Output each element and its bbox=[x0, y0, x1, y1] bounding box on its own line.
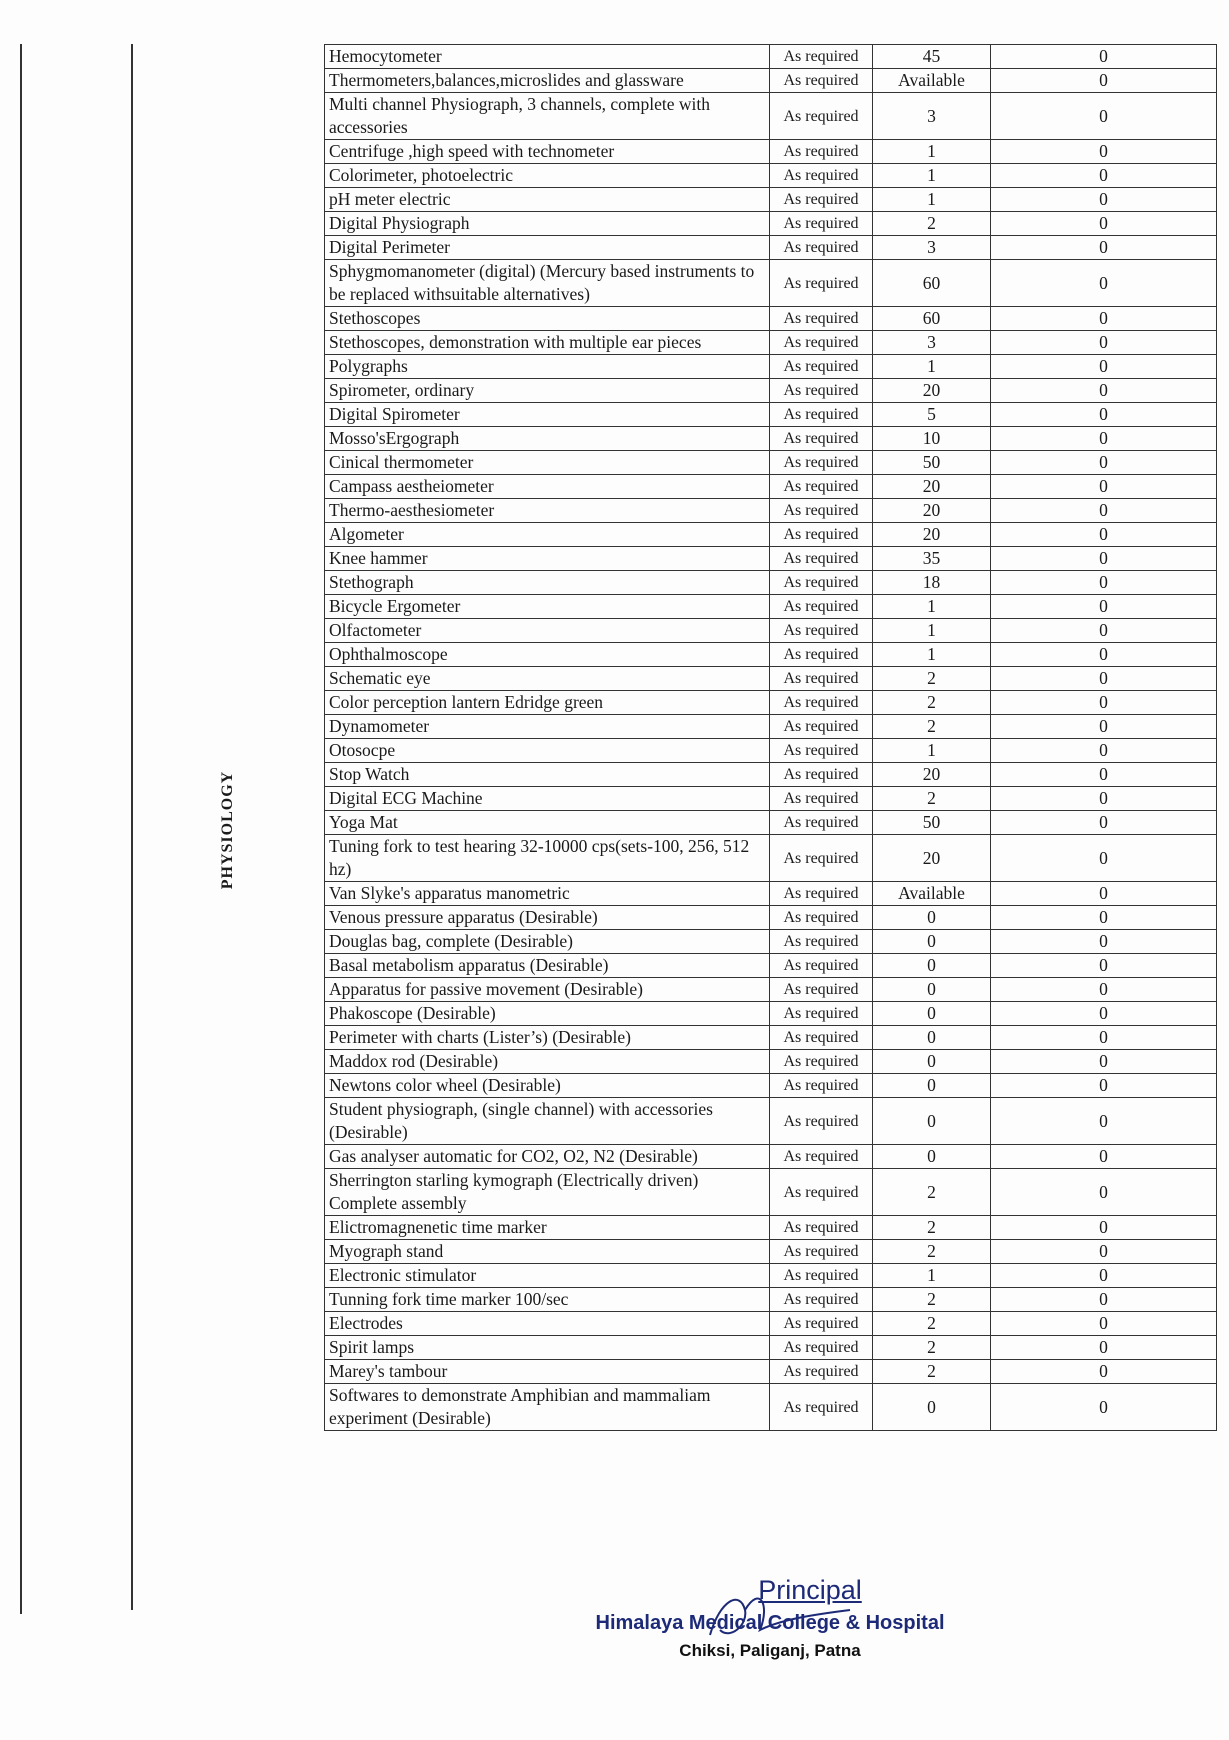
requirement-cell: As required bbox=[770, 691, 873, 715]
quantity-cell: 50 bbox=[873, 811, 991, 835]
equipment-table bbox=[324, 44, 1217, 1431]
requirement-cell: As required bbox=[770, 427, 873, 451]
table-row bbox=[325, 45, 1217, 69]
table-row bbox=[325, 1098, 1217, 1145]
equipment-name-cell: Yoga Mat bbox=[325, 811, 770, 835]
requirement-cell: As required bbox=[770, 547, 873, 571]
requirement-cell: As required bbox=[770, 403, 873, 427]
table-row bbox=[325, 1288, 1217, 1312]
table-row bbox=[325, 978, 1217, 1002]
requirement-cell: As required bbox=[770, 499, 873, 523]
requirement-cell: As required bbox=[770, 906, 873, 930]
equipment-name-cell: Newtons color wheel (Desirable) bbox=[325, 1074, 770, 1098]
requirement-cell: As required bbox=[770, 1216, 873, 1240]
available-count-cell: 0 bbox=[991, 667, 1217, 691]
equipment-name-cell: Knee hammer bbox=[325, 547, 770, 571]
table-row bbox=[325, 1384, 1217, 1431]
quantity-cell: 2 bbox=[873, 787, 991, 811]
requirement-cell: As required bbox=[770, 595, 873, 619]
available-count-cell: 0 bbox=[991, 1384, 1217, 1431]
requirement-cell: As required bbox=[770, 164, 873, 188]
available-count-cell: 0 bbox=[991, 1074, 1217, 1098]
quantity-cell: 2 bbox=[873, 667, 991, 691]
equipment-name-cell: Digital Spirometer bbox=[325, 403, 770, 427]
equipment-name-cell: Sphygmomanometer (digital) (Mercury based instruments to be replaced withsuitable alternatives) bbox=[325, 260, 770, 307]
available-count-cell: 0 bbox=[991, 403, 1217, 427]
equipment-name-cell: Algometer bbox=[325, 523, 770, 547]
table-row bbox=[325, 691, 1217, 715]
available-count-cell: 0 bbox=[991, 1026, 1217, 1050]
equipment-name-cell: Schematic eye bbox=[325, 667, 770, 691]
table-row bbox=[325, 1312, 1217, 1336]
requirement-cell: As required bbox=[770, 451, 873, 475]
table-row bbox=[325, 307, 1217, 331]
quantity-cell: 60 bbox=[873, 260, 991, 307]
requirement-cell: As required bbox=[770, 978, 873, 1002]
requirement-cell: As required bbox=[770, 1074, 873, 1098]
available-count-cell: 0 bbox=[991, 954, 1217, 978]
quantity-cell: 2 bbox=[873, 691, 991, 715]
signature-role: Principal bbox=[758, 1575, 862, 1605]
equipment-name-cell: Otosocpe bbox=[325, 739, 770, 763]
quantity-cell: 0 bbox=[873, 1002, 991, 1026]
requirement-cell: As required bbox=[770, 1312, 873, 1336]
requirement-cell: As required bbox=[770, 1145, 873, 1169]
table-row bbox=[325, 906, 1217, 930]
requirement-cell: As required bbox=[770, 45, 873, 69]
available-count-cell: 0 bbox=[991, 1216, 1217, 1240]
table-row bbox=[325, 403, 1217, 427]
quantity-cell: 1 bbox=[873, 619, 991, 643]
quantity-cell: 0 bbox=[873, 930, 991, 954]
quantity-cell: 1 bbox=[873, 739, 991, 763]
requirement-cell: As required bbox=[770, 140, 873, 164]
quantity-cell: 20 bbox=[873, 835, 991, 882]
table-row bbox=[325, 212, 1217, 236]
equipment-name-cell: Stop Watch bbox=[325, 763, 770, 787]
available-count-cell: 0 bbox=[991, 427, 1217, 451]
requirement-cell: As required bbox=[770, 1240, 873, 1264]
quantity-cell: 20 bbox=[873, 499, 991, 523]
table-row bbox=[325, 427, 1217, 451]
equipment-name-cell: Spirit lamps bbox=[325, 1336, 770, 1360]
equipment-name-cell: Basal metabolism apparatus (Desirable) bbox=[325, 954, 770, 978]
requirement-cell: As required bbox=[770, 1360, 873, 1384]
equipment-name-cell: Polygraphs bbox=[325, 355, 770, 379]
equipment-name-cell: Perimeter with charts (Lister’s) (Desirable) bbox=[325, 1026, 770, 1050]
available-count-cell: 0 bbox=[991, 140, 1217, 164]
available-count-cell: 0 bbox=[991, 45, 1217, 69]
available-count-cell: 0 bbox=[991, 1288, 1217, 1312]
equipment-name-cell: Electrodes bbox=[325, 1312, 770, 1336]
table-row bbox=[325, 140, 1217, 164]
requirement-cell: As required bbox=[770, 811, 873, 835]
signature-block bbox=[580, 1575, 960, 1661]
available-count-cell: 0 bbox=[991, 643, 1217, 667]
equipment-name-cell: Thermo-aesthesiometer bbox=[325, 499, 770, 523]
available-count-cell: 0 bbox=[991, 69, 1217, 93]
available-count-cell: 0 bbox=[991, 523, 1217, 547]
equipment-name-cell: Mosso'sErgograph bbox=[325, 427, 770, 451]
equipment-name-cell: Digital Perimeter bbox=[325, 236, 770, 260]
table-row bbox=[325, 188, 1217, 212]
available-count-cell: 0 bbox=[991, 811, 1217, 835]
available-count-cell: 0 bbox=[991, 307, 1217, 331]
available-count-cell: 0 bbox=[991, 906, 1217, 930]
equipment-name-cell: Phakoscope (Desirable) bbox=[325, 1002, 770, 1026]
available-count-cell: 0 bbox=[991, 715, 1217, 739]
equipment-name-cell: Marey's tambour bbox=[325, 1360, 770, 1384]
equipment-name-cell: Myograph stand bbox=[325, 1240, 770, 1264]
available-count-cell: 0 bbox=[991, 1264, 1217, 1288]
available-count-cell: 0 bbox=[991, 93, 1217, 140]
table-row bbox=[325, 164, 1217, 188]
available-count-cell: 0 bbox=[991, 1002, 1217, 1026]
equipment-name-cell: Cinical thermometer bbox=[325, 451, 770, 475]
equipment-name-cell: Maddox rod (Desirable) bbox=[325, 1050, 770, 1074]
available-count-cell: 0 bbox=[991, 1169, 1217, 1216]
requirement-cell: As required bbox=[770, 69, 873, 93]
requirement-cell: As required bbox=[770, 1336, 873, 1360]
quantity-cell: 1 bbox=[873, 1264, 991, 1288]
quantity-cell: 3 bbox=[873, 236, 991, 260]
requirement-cell: As required bbox=[770, 787, 873, 811]
quantity-cell: Available bbox=[873, 69, 991, 93]
quantity-cell: 20 bbox=[873, 379, 991, 403]
available-count-cell: 0 bbox=[991, 1098, 1217, 1145]
available-count-cell: 0 bbox=[991, 763, 1217, 787]
available-count-cell: 0 bbox=[991, 1336, 1217, 1360]
requirement-cell: As required bbox=[770, 331, 873, 355]
requirement-cell: As required bbox=[770, 954, 873, 978]
available-count-cell: 0 bbox=[991, 835, 1217, 882]
available-count-cell: 0 bbox=[991, 691, 1217, 715]
available-count-cell: 0 bbox=[991, 1240, 1217, 1264]
quantity-cell: 0 bbox=[873, 1098, 991, 1145]
quantity-cell: 0 bbox=[873, 1074, 991, 1098]
equipment-name-cell: Bicycle Ergometer bbox=[325, 595, 770, 619]
table-row bbox=[325, 1050, 1217, 1074]
requirement-cell: As required bbox=[770, 307, 873, 331]
requirement-cell: As required bbox=[770, 1026, 873, 1050]
quantity-cell: 0 bbox=[873, 1145, 991, 1169]
available-count-cell: 0 bbox=[991, 236, 1217, 260]
quantity-cell: 2 bbox=[873, 1216, 991, 1240]
quantity-cell: 2 bbox=[873, 1360, 991, 1384]
table-row bbox=[325, 1145, 1217, 1169]
equipment-name-cell: Van Slyke's apparatus manometric bbox=[325, 882, 770, 906]
available-count-cell: 0 bbox=[991, 1145, 1217, 1169]
available-count-cell: 0 bbox=[991, 188, 1217, 212]
equipment-name-cell: Color perception lantern Edridge green bbox=[325, 691, 770, 715]
quantity-cell: 20 bbox=[873, 523, 991, 547]
table-row bbox=[325, 1074, 1217, 1098]
equipment-name-cell: Multi channel Physiograph, 3 channels, complete with accessories bbox=[325, 93, 770, 140]
table-row bbox=[325, 954, 1217, 978]
table-row bbox=[325, 1002, 1217, 1026]
equipment-name-cell: Hemocytometer bbox=[325, 45, 770, 69]
available-count-cell: 0 bbox=[991, 1360, 1217, 1384]
quantity-cell: 45 bbox=[873, 45, 991, 69]
quantity-cell: 2 bbox=[873, 1169, 991, 1216]
requirement-cell: As required bbox=[770, 835, 873, 882]
requirement-cell: As required bbox=[770, 475, 873, 499]
quantity-cell: 3 bbox=[873, 331, 991, 355]
available-count-cell: 0 bbox=[991, 1050, 1217, 1074]
quantity-cell: 18 bbox=[873, 571, 991, 595]
available-count-cell: 0 bbox=[991, 475, 1217, 499]
equipment-name-cell: Colorimeter, photoelectric bbox=[325, 164, 770, 188]
quantity-cell: 60 bbox=[873, 307, 991, 331]
equipment-name-cell: Digital Physiograph bbox=[325, 212, 770, 236]
quantity-cell: 0 bbox=[873, 954, 991, 978]
table-row bbox=[325, 69, 1217, 93]
available-count-cell: 0 bbox=[991, 595, 1217, 619]
available-count-cell: 0 bbox=[991, 451, 1217, 475]
equipment-name-cell: Venous pressure apparatus (Desirable) bbox=[325, 906, 770, 930]
quantity-cell: 35 bbox=[873, 547, 991, 571]
quantity-cell: 1 bbox=[873, 140, 991, 164]
requirement-cell: As required bbox=[770, 571, 873, 595]
available-count-cell: 0 bbox=[991, 978, 1217, 1002]
available-count-cell: 0 bbox=[991, 331, 1217, 355]
quantity-cell: 1 bbox=[873, 188, 991, 212]
equipment-name-cell: Stethoscopes bbox=[325, 307, 770, 331]
available-count-cell: 0 bbox=[991, 882, 1217, 906]
requirement-cell: As required bbox=[770, 93, 873, 140]
equipment-name-cell: Stethoscopes, demonstration with multiple ear pieces bbox=[325, 331, 770, 355]
quantity-cell: 20 bbox=[873, 475, 991, 499]
quantity-cell: 3 bbox=[873, 93, 991, 140]
table-row bbox=[325, 260, 1217, 307]
table-row bbox=[325, 499, 1217, 523]
available-count-cell: 0 bbox=[991, 1312, 1217, 1336]
equipment-name-cell: Student physiograph, (single channel) with accessories (Desirable) bbox=[325, 1098, 770, 1145]
quantity-cell: 0 bbox=[873, 1384, 991, 1431]
requirement-cell: As required bbox=[770, 212, 873, 236]
quantity-cell: 2 bbox=[873, 1240, 991, 1264]
quantity-cell: 0 bbox=[873, 906, 991, 930]
requirement-cell: As required bbox=[770, 523, 873, 547]
equipment-name-cell: Ophthalmoscope bbox=[325, 643, 770, 667]
page-left-border bbox=[20, 44, 22, 1614]
requirement-cell: As required bbox=[770, 355, 873, 379]
equipment-name-cell: Thermometers,balances,microslides and glassware bbox=[325, 69, 770, 93]
equipment-name-cell: Tunning fork time marker 100/sec bbox=[325, 1288, 770, 1312]
equipment-name-cell: Sherrington starling kymograph (Electrically driven) Complete assembly bbox=[325, 1169, 770, 1216]
quantity-cell: 1 bbox=[873, 643, 991, 667]
department-label: PHYSIOLOGY bbox=[219, 770, 236, 890]
requirement-cell: As required bbox=[770, 739, 873, 763]
table-row bbox=[325, 1026, 1217, 1050]
table-row bbox=[325, 355, 1217, 379]
available-count-cell: 0 bbox=[991, 547, 1217, 571]
available-count-cell: 0 bbox=[991, 379, 1217, 403]
available-count-cell: 0 bbox=[991, 212, 1217, 236]
table-row bbox=[325, 236, 1217, 260]
quantity-cell: 2 bbox=[873, 1288, 991, 1312]
table-row bbox=[325, 835, 1217, 882]
quantity-cell: 1 bbox=[873, 355, 991, 379]
table-row bbox=[325, 763, 1217, 787]
table-row bbox=[325, 811, 1217, 835]
equipment-name-cell: Apparatus for passive movement (Desirable) bbox=[325, 978, 770, 1002]
requirement-cell: As required bbox=[770, 643, 873, 667]
table-row bbox=[325, 475, 1217, 499]
quantity-cell: 5 bbox=[873, 403, 991, 427]
available-count-cell: 0 bbox=[991, 355, 1217, 379]
table-row bbox=[325, 571, 1217, 595]
equipment-name-cell: Softwares to demonstrate Amphibian and mammaliam experiment (Desirable) bbox=[325, 1384, 770, 1431]
table-row bbox=[325, 547, 1217, 571]
requirement-cell: As required bbox=[770, 1264, 873, 1288]
equipment-name-cell: Centrifuge ,high speed with technometer bbox=[325, 140, 770, 164]
table-row bbox=[325, 882, 1217, 906]
quantity-cell: 0 bbox=[873, 978, 991, 1002]
equipment-name-cell: Campass aestheiometer bbox=[325, 475, 770, 499]
requirement-cell: As required bbox=[770, 882, 873, 906]
quantity-cell: 0 bbox=[873, 1026, 991, 1050]
available-count-cell: 0 bbox=[991, 930, 1217, 954]
table-row bbox=[325, 1169, 1217, 1216]
table-row bbox=[325, 787, 1217, 811]
available-count-cell: 0 bbox=[991, 260, 1217, 307]
quantity-cell: 2 bbox=[873, 1336, 991, 1360]
requirement-cell: As required bbox=[770, 763, 873, 787]
equipment-name-cell: Digital ECG Machine bbox=[325, 787, 770, 811]
table-row bbox=[325, 451, 1217, 475]
table-row bbox=[325, 643, 1217, 667]
quantity-cell: 10 bbox=[873, 427, 991, 451]
table-row bbox=[325, 1336, 1217, 1360]
table-row bbox=[325, 715, 1217, 739]
requirement-cell: As required bbox=[770, 1169, 873, 1216]
equipment-name-cell: Spirometer, ordinary bbox=[325, 379, 770, 403]
signature-address: Chiksi, Paliganj, Patna bbox=[679, 1641, 861, 1660]
table-row bbox=[325, 331, 1217, 355]
equipment-name-cell: pH meter electric bbox=[325, 188, 770, 212]
table-row bbox=[325, 595, 1217, 619]
equipment-name-cell: Dynamometer bbox=[325, 715, 770, 739]
table-row bbox=[325, 93, 1217, 140]
equipment-table-body bbox=[325, 45, 1217, 1431]
requirement-cell: As required bbox=[770, 1098, 873, 1145]
requirement-cell: As required bbox=[770, 1002, 873, 1026]
available-count-cell: 0 bbox=[991, 164, 1217, 188]
available-count-cell: 0 bbox=[991, 787, 1217, 811]
equipment-name-cell: Stethograph bbox=[325, 571, 770, 595]
quantity-cell: 2 bbox=[873, 715, 991, 739]
requirement-cell: As required bbox=[770, 1384, 873, 1431]
table-row bbox=[325, 379, 1217, 403]
requirement-cell: As required bbox=[770, 188, 873, 212]
table-row bbox=[325, 1264, 1217, 1288]
equipment-name-cell: Tuning fork to test hearing 32-10000 cps(sets-100, 256, 512 hz) bbox=[325, 835, 770, 882]
table-row bbox=[325, 619, 1217, 643]
equipment-name-cell: Olfactometer bbox=[325, 619, 770, 643]
available-count-cell: 0 bbox=[991, 739, 1217, 763]
requirement-cell: As required bbox=[770, 715, 873, 739]
requirement-cell: As required bbox=[770, 1288, 873, 1312]
table-row bbox=[325, 1240, 1217, 1264]
table-row bbox=[325, 667, 1217, 691]
requirement-cell: As required bbox=[770, 1050, 873, 1074]
equipment-name-cell: Gas analyser automatic for CO2, O2, N2 (Desirable) bbox=[325, 1145, 770, 1169]
requirement-cell: As required bbox=[770, 930, 873, 954]
equipment-name-cell: Elictromagnenetic time marker bbox=[325, 1216, 770, 1240]
quantity-cell: 50 bbox=[873, 451, 991, 475]
quantity-cell: Available bbox=[873, 882, 991, 906]
table-row bbox=[325, 739, 1217, 763]
quantity-cell: 0 bbox=[873, 1050, 991, 1074]
table-row bbox=[325, 1360, 1217, 1384]
table-row bbox=[325, 930, 1217, 954]
quantity-cell: 20 bbox=[873, 763, 991, 787]
table-row bbox=[325, 1216, 1217, 1240]
quantity-cell: 2 bbox=[873, 1312, 991, 1336]
requirement-cell: As required bbox=[770, 379, 873, 403]
available-count-cell: 0 bbox=[991, 571, 1217, 595]
available-count-cell: 0 bbox=[991, 619, 1217, 643]
available-count-cell: 0 bbox=[991, 499, 1217, 523]
table-row bbox=[325, 523, 1217, 547]
equipment-name-cell: Electronic stimulator bbox=[325, 1264, 770, 1288]
requirement-cell: As required bbox=[770, 667, 873, 691]
signature-institution: Himalaya Medical College & Hospital bbox=[595, 1612, 945, 1634]
requirement-cell: As required bbox=[770, 260, 873, 307]
requirement-cell: As required bbox=[770, 619, 873, 643]
quantity-cell: 1 bbox=[873, 595, 991, 619]
requirement-cell: As required bbox=[770, 236, 873, 260]
quantity-cell: 1 bbox=[873, 164, 991, 188]
department-column-border bbox=[131, 44, 133, 1610]
equipment-name-cell: Douglas bag, complete (Desirable) bbox=[325, 930, 770, 954]
quantity-cell: 2 bbox=[873, 212, 991, 236]
